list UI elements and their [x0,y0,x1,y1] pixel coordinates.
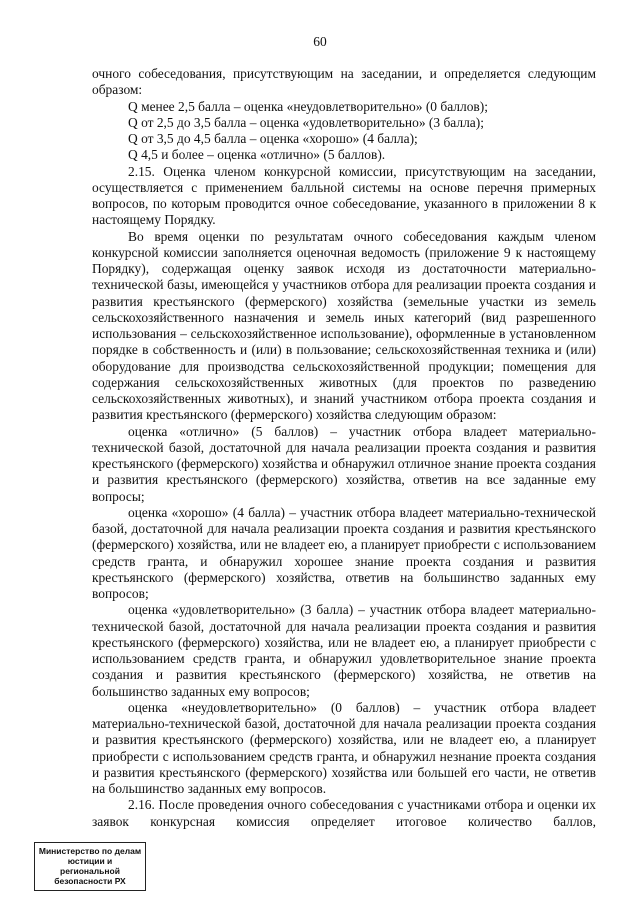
score-range-satisfactory: Q от 2,5 до 3,5 балла – оценка «удовлетворительно» (3 балла); [128,114,484,130]
grade-unsatisfactory: оценка «неудовлетворительно» (0 баллов) – участник отбора владеет материально-технической базой, достаточной для начала реализации проекта создания и развития крестьянского (фермерского) хозяйства, или не владеет ею, а планирует приобрести с использованием средств гранта, и обнаружил незнание проекта создания и развития крестьянского (фермерского) хозяйства или большей его части, не ответив на большинство заданных ему вопросов. [92,699,596,796]
paragraph-2-16: 2.16. После проведения очного собеседования с участниками отбора и оценки их заявок конкурсная комиссия определяет итоговое количество баллов, [92,797,596,829]
stamp-line: безопасности РХ [54,876,126,886]
paragraph-intro-continuation: очного собеседования, присутствующим на заседании, и определяется следующим образом: [92,66,596,98]
score-range-excellent: Q 4,5 и более – оценка «отлично» (5 баллов). [128,147,386,163]
stamp-line: юстиции и региональной [60,856,120,876]
grade-excellent: оценка «отлично» (5 баллов) – участник отбора владеет материально-технической базой, достаточной для начала реализации проекта создания и развития крестьянского (фермерского) хозяйства и обнаружил отличное знание проекта создания и развития крестьянского (фермерского) хозяйства, ответив на все заданные ему вопросы; [92,423,596,504]
score-range-good: Q от 3,5 до 4,5 балла – оценка «хорошо» (4 балла); [128,131,418,146]
grade-satisfactory: оценка «удовлетворительно» (3 балла) – участник отбора владеет материально-технической базой, достаточной для начала реализации проекта создания и развития крестьянского (фермерского) хозяйства, или не владеет ею, а планирует приобрести с использованием средств гранта, и обнаружил удовлетворительное знание проекта создания и развития крестьянского (фермерского) хозяйства, не ответив на большинство заданных ему вопросов; [92,602,596,699]
stamp-line: Министерство по делам [38,846,142,856]
page-number: 60 [313,34,327,49]
ministry-stamp [34,842,146,891]
paragraph-evaluation-sheet: Во время оценки по результатам очного собеседования каждым членом конкурсной комиссии заполняется оценочная ведомость (приложение 9 к настоящему Порядку), содержащая оценку заявок исходя из достаточности материально-технической базы, имеющейся у участников отбора для реализации проекта создания и развития крестьянского (фермерского) хозяйства (земельные участки из земель сельскохозяйственного назначения и земель иных категорий (вид разрешенного использования – сельскохозяйственное использование), оформленные в установленном порядке в собственность и (или) в пользование; сельскохозяйственная техника и (или) оборудование для производства сельскохозяйственной продукции; помещения для содержания сельскохозяйственных животных (для проектов по разведению сельскохозяйственных животных), и знаний участником отбора проекта создания и развития крестьянского (фермерского) хозяйства следующим образом: [92,228,596,423]
document-body [92,66,596,830]
paragraph-2-15: 2.15. Оценка членом конкурсной комиссии, присутствующим на заседании, осуществляется с применением балльной системы на основе перечня примерных вопросов, по которым проводится очное собеседование, указанного в приложении 8 к настоящему Порядку. [92,163,596,228]
grade-good: оценка «хорошо» (4 балла) – участник отбора владеет материально-технической базой, достаточной для начала реализации проекта создания и развития крестьянского (фермерского) хозяйства, или не владеет ею, а планирует приобрести с использованием средств гранта, и обнаружил хорошее знание проекта создания и развития крестьянского (фермерского) хозяйства, ответив на большинство заданных ему вопросов; [92,504,596,601]
score-range-unsatisfactory: Q менее 2,5 балла – оценка «неудовлетворительно» (0 баллов); [128,98,488,114]
